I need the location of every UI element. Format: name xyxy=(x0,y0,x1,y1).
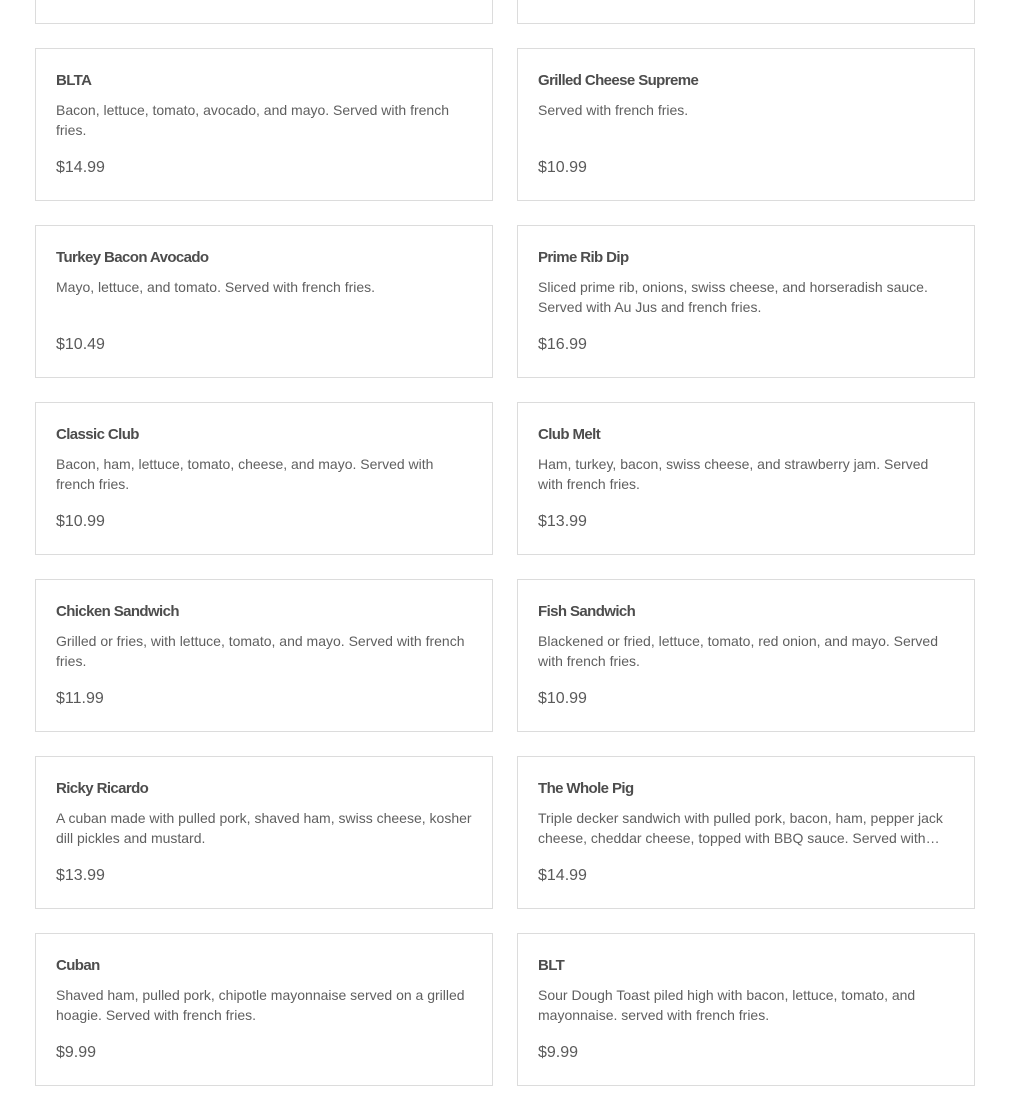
menu-item-price: $14.99 xyxy=(56,159,105,176)
menu-item-price: $10.99 xyxy=(56,513,105,530)
menu-item-price xyxy=(538,0,587,1)
menu-item-description: Ham, turkey, bacon, swiss cheese, and strawberry jam. Served with french fries. xyxy=(538,456,929,492)
menu-item-card[interactable] xyxy=(517,933,975,1086)
menu-item-card[interactable] xyxy=(517,756,975,909)
menu-items-grid xyxy=(35,0,975,1086)
menu-item-name: Grilled Cheese Supreme xyxy=(538,72,699,89)
menu-item-card[interactable] xyxy=(35,225,493,378)
menu-item-name: Fish Sandwich xyxy=(538,603,636,620)
menu-item-description: Sour Dough Toast piled high with bacon, lettuce, tomato, and mayonnaise. served with french fries. xyxy=(538,987,916,1023)
menu-item-name: BLTA xyxy=(56,72,92,89)
menu-item-price xyxy=(56,0,105,1)
menu-item-description: Bacon, ham, lettuce, tomato, cheese, and mayo. Served with french fries. xyxy=(56,456,434,492)
menu-item-description: Mayo, lettuce, and tomato. Served with french fries. xyxy=(56,279,376,295)
menu-item-description: Blackened or fried, lettuce, tomato, red onion, and mayo. Served with french fries. xyxy=(538,633,939,669)
menu-item-card[interactable] xyxy=(517,225,975,378)
menu-item-price: $10.49 xyxy=(56,336,105,353)
menu-item-name: Chicken Sandwich xyxy=(56,603,179,620)
menu-item-price: $9.99 xyxy=(538,1044,579,1061)
menu-item-description: Shaved ham, pulled pork, chipotle mayonnaise served on a grilled hoagie. Served with french fries. xyxy=(56,987,465,1023)
menu-item-name: Turkey Bacon Avocado xyxy=(56,249,209,266)
menu-item-price: $9.99 xyxy=(56,1044,97,1061)
menu-item-card[interactable] xyxy=(517,48,975,201)
menu-item-description: Sliced prime rib, onions, swiss cheese, and horseradish sauce. Served with Au Jus and french fries. xyxy=(538,279,928,315)
menu-item-card[interactable] xyxy=(35,933,493,1086)
menu-item-description: Grilled or fries, with lettuce, tomato, and mayo. Served with french fries. xyxy=(56,633,465,669)
menu-item-card[interactable] xyxy=(35,0,493,24)
menu-item-price: $13.99 xyxy=(56,867,105,884)
menu-item-card[interactable] xyxy=(35,579,493,732)
menu-item-description: Triple decker sandwich with pulled pork, bacon, ham, pepper jack cheese, cheddar cheese, topped with BBQ sauce. Served with… xyxy=(538,810,943,846)
menu-item-name: Classic Club xyxy=(56,426,139,443)
menu-item-price: $10.99 xyxy=(538,159,587,176)
menu-item-price: $13.99 xyxy=(538,513,587,530)
menu-item-price: $16.99 xyxy=(538,336,587,353)
menu-item-name: Club Melt xyxy=(538,426,601,443)
menu-item-card[interactable] xyxy=(517,579,975,732)
menu-item-price: $14.99 xyxy=(538,867,587,884)
menu-item-name: BLT xyxy=(538,957,565,974)
menu-item-name: Cuban xyxy=(56,957,100,974)
menu-item-card[interactable] xyxy=(517,402,975,555)
menu-item-name: The Whole Pig xyxy=(538,780,634,797)
menu-item-name: Prime Rib Dip xyxy=(538,249,629,266)
menu-item-card[interactable] xyxy=(35,48,493,201)
menu-item-card[interactable] xyxy=(517,0,975,24)
menu-item-card[interactable] xyxy=(35,402,493,555)
menu-item-description: Bacon, lettuce, tomato, avocado, and mayo. Served with french fries. xyxy=(56,102,449,138)
menu-item-card[interactable] xyxy=(35,756,493,909)
menu-item-name: Ricky Ricardo xyxy=(56,780,149,797)
menu-item-price: $11.99 xyxy=(56,690,104,707)
menu-item-price: $10.99 xyxy=(538,690,587,707)
menu-item-description: Served with french fries. xyxy=(538,102,689,118)
menu-item-description: A cuban made with pulled pork, shaved ham, swiss cheese, kosher dill pickles and mustard. xyxy=(56,810,472,846)
